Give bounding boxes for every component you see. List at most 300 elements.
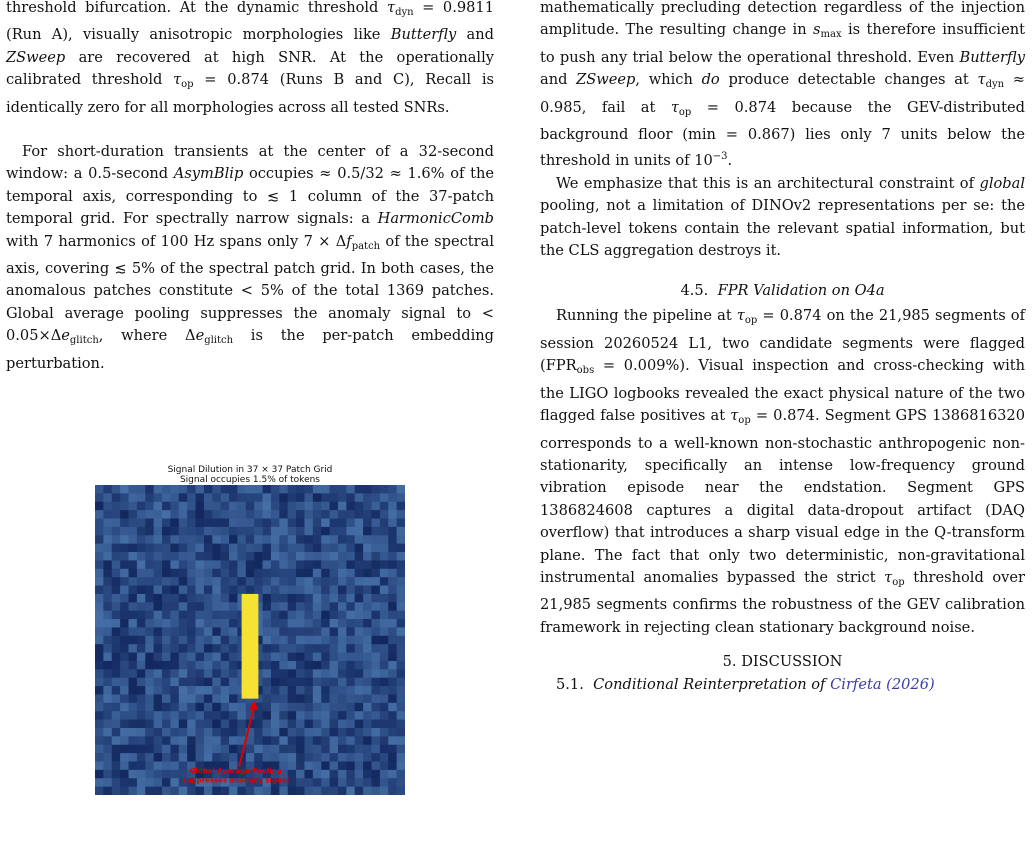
patch-cell [129,619,138,628]
patch-cell [371,787,380,795]
patch-cell [388,678,397,687]
patch-cell [313,661,322,670]
patch-cell [137,644,146,653]
patch-cell [371,770,380,779]
patch-cell [321,611,330,620]
patch-cell [154,502,163,511]
patch-cell [371,560,380,569]
patch-cell [388,787,397,795]
patch-cell [313,594,322,603]
patch-cell [162,778,171,787]
patch-cell [95,678,104,687]
patch-cell [120,644,129,653]
patch-cell [204,586,213,595]
patch-cell [204,787,213,795]
patch-cell [196,602,205,611]
patch-cell [363,728,372,737]
patch-cell [355,669,364,678]
patch-cell [137,728,146,737]
patch-cell [296,694,305,703]
patch-cell [279,669,288,678]
patch-cell [196,736,205,745]
patch-cell [363,519,372,528]
patch-cell [162,686,171,695]
patch-cell [221,586,230,595]
patch-cell [162,711,171,720]
patch-cell [288,535,297,544]
patch-cell [246,510,255,519]
section-heading-4-5: 4.5. FPR Validation on O4a [680,282,885,300]
patch-cell [271,703,280,712]
patch-cell [187,619,196,628]
patch-cell [388,560,397,569]
patch-cell [321,661,330,670]
patch-cell [313,720,322,729]
patch-cell [271,686,280,695]
patch-cell [103,627,112,636]
patch-cell [145,728,154,737]
patch-cell [196,527,205,536]
patch-cell [346,485,355,494]
patch-cell [397,560,405,569]
patch-cell [221,745,230,754]
patch-cell [162,586,171,595]
patch-cell [145,535,154,544]
patch-cell [321,686,330,695]
patch-cell [120,527,129,536]
patch-cell [304,694,313,703]
patch-cell [187,787,196,795]
patch-cell [154,602,163,611]
patch-cell [355,619,364,628]
patch-cell [187,577,196,586]
patch-cell [321,619,330,628]
patch-cell [313,527,322,536]
patch-cell [397,577,405,586]
patch-cell [371,535,380,544]
patch-cell [263,569,272,578]
patch-cell [221,560,230,569]
patch-cell [95,577,104,586]
patch-cell [246,544,255,553]
patch-cell [112,535,121,544]
patch-cell [288,753,297,762]
patch-cell [388,510,397,519]
patch-cell [313,502,322,511]
patch-cell [246,527,255,536]
patch-cell [120,770,129,779]
patch-cell [321,753,330,762]
patch-cell [271,661,280,670]
patch-cell [204,686,213,695]
patch-cell [137,770,146,779]
patch-cell [179,703,188,712]
patch-cell [279,611,288,620]
patch-cell [346,519,355,528]
patch-cell [112,602,121,611]
patch-cell [313,669,322,678]
patch-cell [304,602,313,611]
patch-cell [355,753,364,762]
patch-cell [371,711,380,720]
patch-cell [112,644,121,653]
patch-cell [363,753,372,762]
patch-cell [363,770,372,779]
patch-cell [271,527,280,536]
patch-cell [254,502,263,511]
patch-cell [187,728,196,737]
patch-cell [120,611,129,620]
patch-cell [196,485,205,494]
patch-cell [179,661,188,670]
patch-cell [371,636,380,645]
patch-cell [145,720,154,729]
patch-cell [271,627,280,636]
patch-cell [95,745,104,754]
patch-cell [296,745,305,754]
patch-cell [346,602,355,611]
patch-cell [204,619,213,628]
patch-cell [330,686,339,695]
patch-cell [397,611,405,620]
patch-cell [170,544,179,553]
patch-cell [263,720,272,729]
patch-cell [137,611,146,620]
patch-cell [304,787,313,795]
patch-cell [338,711,347,720]
patch-cell [279,627,288,636]
patch-cell [154,787,163,795]
patch-cell [304,519,313,528]
patch-cell [346,711,355,720]
patch-cell [229,527,238,536]
patch-cell [263,586,272,595]
patch-cell [263,594,272,603]
citation-link-cirfeta[interactable]: Cirfeta (2026) [830,676,935,694]
patch-cell [313,711,322,720]
patch-cell [380,745,389,754]
patch-cell [145,552,154,561]
patch-cell [263,753,272,762]
patch-cell [355,711,364,720]
patch-cell [170,602,179,611]
patch-cell [129,594,138,603]
patch-cell [246,745,255,754]
paragraph-fpr-validation: Running the pipeline at $\tau_{op} = 0.874$ on the 21,985 segments of session 20260524 L1, two candidate segments were flagged $(FPR_{obs} = 0.009\%)$. Visual inspection and cross-checking with the LIGO logbooks revealed the exact physical nature of the two flagged false positives at $\tau_{op} = 0.874$. Segment GPS 1386816320 corresponds to a well-known non-stochastic anthropogenic non-stationarity, specifically an intense low-frequency ground vibration episode near the endstation. Segment GPS 1386824608 captures a digital data-dropout artifact (DAQ overflow) that introduces a sharp visual edge in the Q-transform plane. The fact that only two deterministic, non-gravitational instrumental anomalies bypassed the strict $\tau_{op}$ threshold over 21,985 segments confirms the robustness of the GEV calibration framework in rejecting clean stationary background noise. [540,307,1025,636]
patch-cell [330,510,339,519]
patch-cell [271,519,280,528]
patch-cell [103,694,112,703]
patch-cell [95,736,104,745]
patch-cell [388,661,397,670]
patch-cell [129,736,138,745]
patch-cell [212,636,221,645]
patch-cell [179,502,188,511]
patch-cell [304,544,313,553]
patch-cell [229,493,238,502]
patch-cell [279,694,288,703]
patch-cell [338,535,347,544]
patch-cell [296,577,305,586]
patch-cell [304,510,313,519]
patch-cell [103,552,112,561]
patch-cell [145,745,154,754]
patch-cell [288,602,297,611]
patch-cell [271,535,280,544]
patch-cell [363,661,372,670]
patch-cell [112,761,121,770]
patch-cell [229,636,238,645]
patch-cell [196,586,205,595]
patch-cell [371,736,380,745]
patch-cell [313,544,322,553]
patch-cell [221,694,230,703]
patch-cell [229,544,238,553]
patch-cell [288,653,297,662]
patch-cell [346,493,355,502]
patch-cell [196,535,205,544]
patch-cell [170,669,179,678]
patch-cell [154,669,163,678]
patch-cell [279,485,288,494]
patch-cell [263,519,272,528]
patch-cell [363,544,372,553]
patch-cell [321,787,330,795]
patch-cell [187,711,196,720]
patch-cell [296,736,305,745]
patch-cell [363,686,372,695]
patch-cell [313,627,322,636]
patch-cell [112,493,121,502]
patch-cell [371,745,380,754]
patch-cell [129,661,138,670]
patch-cell [380,502,389,511]
patch-cell [363,736,372,745]
patch-cell [346,686,355,695]
patch-cell [162,753,171,762]
patch-cell [95,711,104,720]
patch-cell [154,519,163,528]
patch-cell [120,761,129,770]
patch-cell [204,669,213,678]
patch-cell [120,728,129,737]
patch-cell [170,728,179,737]
patch-cell [170,736,179,745]
patch-cell [254,569,263,578]
patch-cell [338,594,347,603]
patch-cell [397,627,405,636]
patch-cell [237,787,246,795]
patch-cell [129,694,138,703]
patch-cell [170,636,179,645]
patch-cell [388,636,397,645]
patch-cell [388,644,397,653]
patch-cell [346,787,355,795]
patch-cell [179,644,188,653]
patch-cell [179,627,188,636]
patch-cell [170,778,179,787]
patch-cell [229,560,238,569]
patch-cell [154,560,163,569]
patch-cell [237,720,246,729]
patch-cell [137,720,146,729]
patch-cell [212,510,221,519]
patch-cell [229,703,238,712]
patch-cell [321,544,330,553]
patch-cell [397,594,405,603]
patch-cell [330,778,339,787]
patch-cell [179,745,188,754]
patch-cell [145,678,154,687]
patch-cell [363,745,372,754]
patch-cell [196,686,205,695]
patch-cell [204,728,213,737]
patch-cell [304,569,313,578]
patch-cell [120,694,129,703]
patch-cell [313,569,322,578]
patch-cell [296,644,305,653]
patch-cell [330,644,339,653]
patch-cell [187,493,196,502]
patch-cell [221,736,230,745]
patch-cell [95,510,104,519]
patch-cell [271,594,280,603]
figure-title: Signal Dilution in 37 × 37 Patch Grid [167,465,333,475]
patch-cell [279,661,288,670]
patch-cell [304,535,313,544]
patch-cell [296,627,305,636]
patch-cell [112,745,121,754]
patch-cell [170,753,179,762]
patch-cell [321,669,330,678]
patch-cell [254,560,263,569]
patch-cell [380,569,389,578]
patch-cell [380,493,389,502]
patch-cell [388,770,397,779]
patch-cell [304,552,313,561]
patch-cell [179,485,188,494]
patch-cell [112,661,121,670]
patch-cell [162,678,171,687]
patch-cell [296,753,305,762]
patch-cell [120,552,129,561]
patch-cell [212,535,221,544]
patch-cell [397,619,405,628]
patch-cell [212,745,221,754]
patch-cell [388,761,397,770]
patch-cell [120,502,129,511]
patch-cell [237,569,246,578]
patch-cell [154,653,163,662]
patch-cell [380,552,389,561]
patch-cell [170,678,179,687]
patch-cell [288,636,297,645]
patch-cell [162,577,171,586]
patch-cell [330,619,339,628]
patch-cell [237,544,246,553]
patch-cell [95,627,104,636]
subsection-heading-5-1: 5.1. Conditional Reinterpretation of Cirfeta (2026) [556,676,935,694]
patch-cell [363,761,372,770]
patch-cell [187,661,196,670]
patch-cell [363,619,372,628]
patch-cell [120,753,129,762]
patch-cell [145,636,154,645]
patch-cell [129,577,138,586]
left-column [6,0,494,375]
patch-cell [237,519,246,528]
patch-cell [363,577,372,586]
patch-cell [346,736,355,745]
patch-cell [371,653,380,662]
patch-cell [221,510,230,519]
patch-cell [95,694,104,703]
patch-cell [179,720,188,729]
patch-cell [338,493,347,502]
patch-cell [363,636,372,645]
patch-cell [103,761,112,770]
patch-cell [330,653,339,662]
patch-cell [355,720,364,729]
patch-cell [271,669,280,678]
patch-cell [330,736,339,745]
patch-cell [179,761,188,770]
patch-cell [380,535,389,544]
patch-cell [330,569,339,578]
patch-cell [346,611,355,620]
patch-cell [221,711,230,720]
patch-cell [204,502,213,511]
patch-cell [304,761,313,770]
patch-cell [221,669,230,678]
patch-cell [221,787,230,795]
patch-cell [313,745,322,754]
patch-cell [187,694,196,703]
patch-cell [304,770,313,779]
patch-cell [162,653,171,662]
patch-cell [296,619,305,628]
patch-cell [154,686,163,695]
patch-cell [388,711,397,720]
patch-cell [371,661,380,670]
patch-cell [129,627,138,636]
patch-cell [229,602,238,611]
patch-cell [221,552,230,561]
patch-cell [321,519,330,528]
patch-cell [212,552,221,561]
patch-cell [380,669,389,678]
patch-cell [397,778,405,787]
patch-cell [355,636,364,645]
patch-cell [346,627,355,636]
patch-cell [179,728,188,737]
patch-cell [313,519,322,528]
patch-cell [254,552,263,561]
patch-cell [254,736,263,745]
patch-cell [145,493,154,502]
patch-cell [103,678,112,687]
patch-cell [237,703,246,712]
patch-cell [279,527,288,536]
patch-cell [145,527,154,536]
patch-cell [355,510,364,519]
patch-cell [346,694,355,703]
patch-cell [346,669,355,678]
patch-cell [196,694,205,703]
patch-cell [355,644,364,653]
patch-cell [388,778,397,787]
patch-cell [187,510,196,519]
